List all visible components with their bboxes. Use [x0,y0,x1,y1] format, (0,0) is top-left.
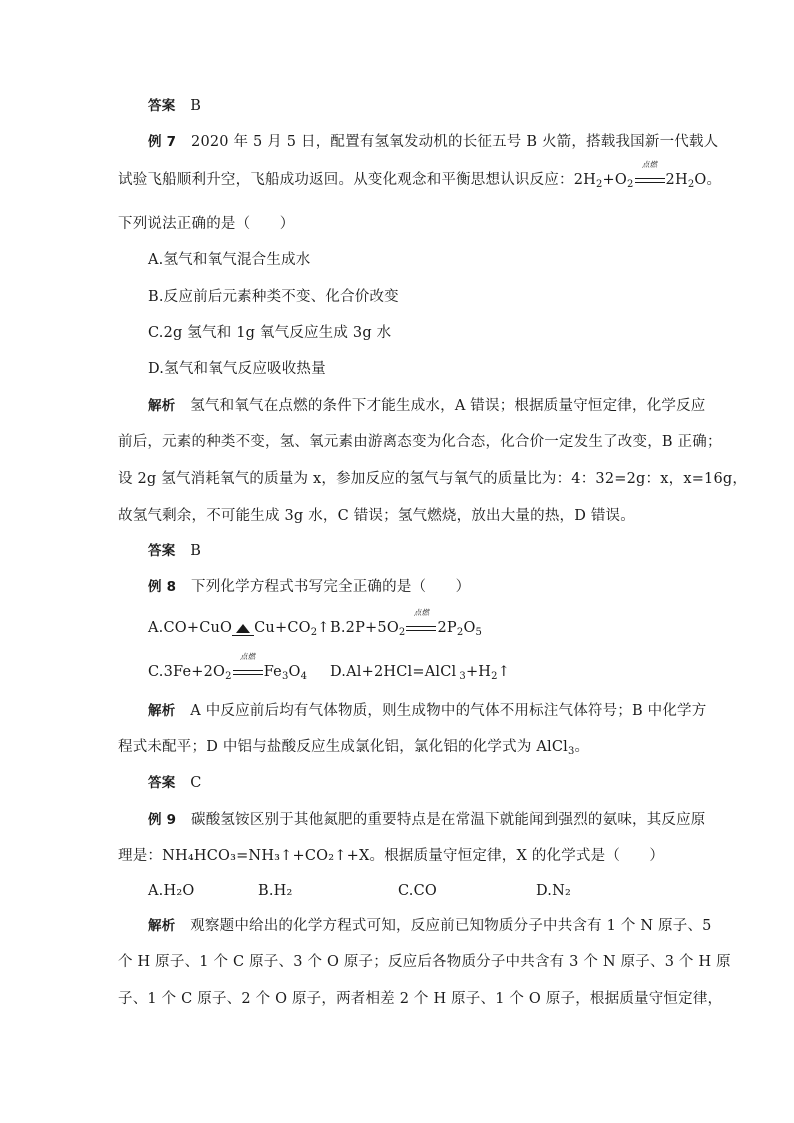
double-arrow-line [635,178,665,183]
analysis-label: 解析 [148,918,176,934]
option-c: C.CO [398,883,437,899]
option-a-reactants: A.CO+CuO [148,620,233,636]
analysis-line-1 [148,916,712,936]
option-c: $C.3Fe+2O_2$ 点燃 $Fe_3O_4$ [148,652,308,682]
analysis-line-2: 前后，元素的种类不变，氢、氧元素由游离态变为化合态，化合价一定发生了改变，B 正确； [118,434,722,450]
example-9-line-2: 理是：NH₄HCO₃=NH₃↑+CO₂↑+X。根据质量守恒定律，X 的化学式是（ ） [118,848,665,864]
option-b: B.H₂ [258,883,293,899]
option-a: A.H₂O [148,883,195,899]
analysis-text: 观察题中给出的化学方程式可知，反应前已知物质分子中共含有 1 个 N 原子、5 [190,918,712,934]
double-arrow-line [406,626,436,631]
analysis-text: A 中反应前后均有气体物质，则生成物中的气体不用标注气体符号；B 中化学方 [190,703,707,719]
reaction-condition [405,608,437,638]
answer-label: 答案 [148,543,176,559]
answer-value: B [190,543,202,559]
option-d: D.N₂ [536,883,572,899]
option-a: A.氢气和氧气混合生成水 [148,252,311,268]
answer-label: 答案 [148,775,176,791]
example-9-label: 例 9 [148,812,177,828]
analysis-text: 程式未配平；D 中铝与盐酸反应生成氯化铝，氯化铝的化学式为 AlCl [118,739,568,755]
option-d-reactants: D.Al+2HCl=AlCl [330,664,457,680]
example-7-line-1 [148,132,718,152]
analysis-line-2: 程式未配平；D 中铝与盐酸反应生成氯化铝，氯化铝的化学式为 AlCl$_3$。 [118,739,590,757]
heat-condition [232,618,254,638]
condition-label: 点燃 [641,160,658,169]
option-b: B.反应前后元素种类不变、化合价改变 [148,289,399,305]
option-b-products: 2P [437,620,457,636]
analysis-line-2: 个 H 原子、1 个 C 原子、3 个 O 原子；反应后各物质分子中共含有 3 个 N 原子、3 个 H 原 [118,954,731,970]
option-b-reactants: B.2P+5O [330,620,399,636]
option-c-products: Fe [263,664,282,680]
option-c: C.2g 氢气和 1g 氧气反应生成 3g 水 [148,325,392,341]
analysis-line-4: 故氢气剩余，不可能生成 3g 水，C 错误；氢气燃烧，放出大量的热，D 错误。 [118,508,635,524]
option-d: D.Al+2HCl=AlCl $_3+H_2↑$ [330,664,511,682]
answer-label: 答案 [148,98,176,114]
answer-value: B [190,98,202,114]
analysis-line-1 [148,396,706,416]
condition-label: 点燃 [413,608,430,617]
example-7-text-1: 2020 年 5 月 5 日，配置有氢氧发动机的长征五号 B 火箭，搭载我国新一代载人 [191,134,719,150]
option-b: $B.2P+5O_2$ 点燃 $2P_2O_5$ [330,608,483,638]
answer-value: C [190,775,202,791]
analysis-line-3: 子、1 个 C 原子、2 个 O 原子，两者相差 2 个 H 原子、1 个 O 原子，根据质量守恒定律， [118,991,723,1007]
reaction-condition [634,160,666,190]
option-d: D.氢气和氧气反应吸收热量 [148,361,326,377]
reaction-condition [232,652,264,682]
example-9-text-1: 碳酸氢铵区别于其他氮肥的重要特点是在常温下就能闻到强烈的氨味，其反应原 [191,812,706,828]
example-7-text-2: 试验飞船顺利升空，飞船成功返回。从变化观念和平衡思想认识反应：2H [118,172,596,188]
equation-end: O。 [694,172,722,188]
example-8-label: 例 8 [148,579,177,595]
example-7-label: 例 7 [148,134,177,150]
answer-line [148,773,202,793]
condition-label: 点燃 [239,652,256,661]
answer-line [148,96,201,116]
analysis-label: 解析 [148,398,176,414]
delta-triangle [236,624,250,633]
example-8-text: 下列化学方程式书写完全正确的是（ ） [191,579,471,595]
analysis-text: 氢气和氧气在点燃的条件下才能生成水，A 错误；根据质量守恒定律，化学反应 [190,398,706,414]
equation-product: 2H [665,172,688,188]
equation-fragment: +O [602,172,627,188]
answer-line [148,541,201,561]
example-7-line-2: 试验飞船顺利升空，飞船成功返回。从变化观念和平衡思想认识反应：$2H_2+O_2$ 点燃 $2H_2O$。 [118,160,722,190]
analysis-line-3: 设 2g 氢气消耗氧气的质量为 x，参加反应的氢气与氧气的质量比为：4：32=2g：x，x=16g， [118,471,748,487]
example-7-line-3: 下列说法正确的是（ ） [118,216,295,232]
option-a: A.CO+CuO $Cu+CO_2↑$ [148,620,330,638]
analysis-label: 解析 [148,703,176,719]
example-9-line-1 [148,810,706,830]
option-d-products: +H [465,664,492,680]
analysis-line-1 [148,701,706,721]
option-a-products: Cu+CO [254,620,311,636]
example-8-line-1 [148,577,470,597]
option-c-reactants: C.3Fe+2O [148,664,226,680]
double-arrow-line [233,670,263,675]
